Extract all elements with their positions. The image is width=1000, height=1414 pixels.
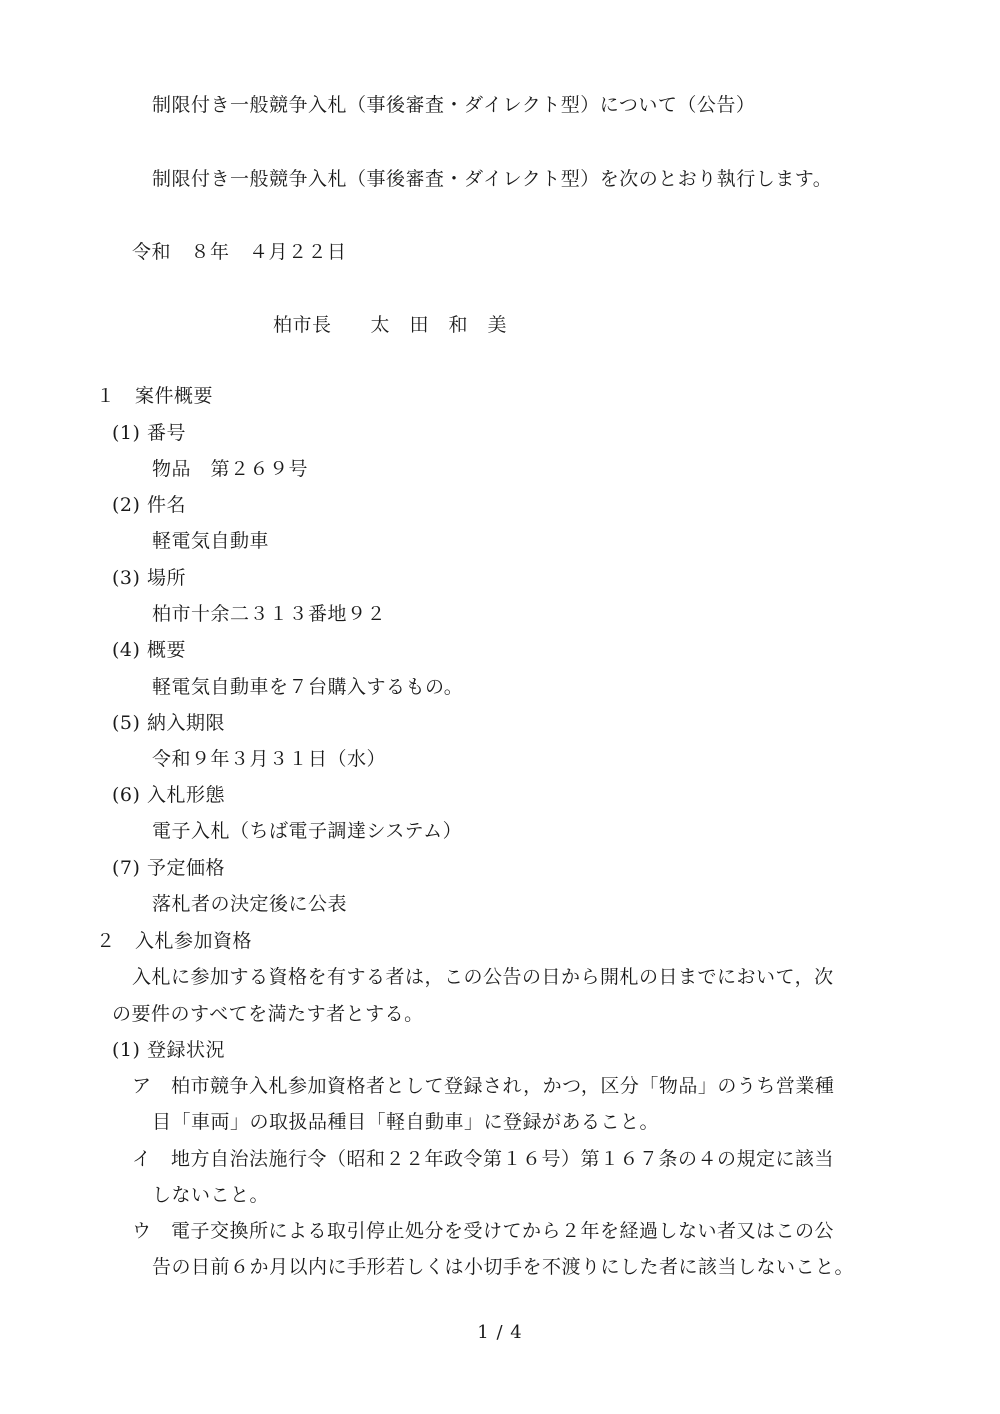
requirement-item: ア 柏市競争入札参加資格者として登録され，かつ，区分「物品」のうち営業種: [132, 1075, 835, 1097]
item-label: (6) 入札形態: [112, 784, 225, 806]
item-value: 令和９年３月３１日（水）: [152, 748, 387, 770]
requirement-item: 目「車両」の取扱品種目「軽自動車」に登録があること。: [152, 1111, 660, 1133]
item-label: (4) 概要: [112, 639, 186, 661]
item-label: (5) 納入期限: [112, 712, 225, 734]
section-1-heading: １ 案件概要: [96, 385, 214, 407]
requirement-item: しないこと。: [152, 1184, 270, 1206]
intro-statement: 制限付き一般競争入札（事後審査・ダイレクト型）を次のとおり執行します。: [152, 168, 833, 190]
item-value: 落札者の決定後に公表: [152, 893, 348, 915]
item-value: 軽電気自動車を７台購入するもの。: [152, 676, 464, 698]
item-value: 物品 第２６９号: [152, 458, 309, 480]
page-number: 1 / 4: [477, 1322, 523, 1343]
requirement-item: イ 地方自治法施行令（昭和２２年政令第１６号）第１６７条の４の規定に該当: [132, 1148, 835, 1170]
item-value: 柏市十余二３１３番地９２: [152, 603, 387, 625]
item-value: 電子入札（ちば電子調達システム）: [152, 820, 463, 842]
requirement-item: ウ 電子交換所による取引停止処分を受けてから２年を経過しない者又はこの公: [132, 1220, 835, 1242]
section-2-heading: ２ 入札参加資格: [96, 930, 253, 952]
item-label: (1) 番号: [112, 422, 186, 444]
subsection-label: (1) 登録状況: [112, 1039, 225, 1061]
section-2-paragraph: 入札に参加する資格を有する者は，この公告の日から開札の日までにおいて，次: [132, 966, 834, 988]
section-2-paragraph: の要件のすべてを満たす者とする。: [112, 1003, 424, 1025]
item-value: 軽電気自動車: [152, 530, 270, 552]
requirement-item: 告の日前６か月以内に手形若しくは小切手を不渡りにした者に該当しないこと。: [152, 1256, 855, 1278]
item-label: (2) 件名: [112, 494, 186, 516]
notice-date: 令和 ８年 ４月２２日: [132, 241, 347, 263]
item-label: (7) 予定価格: [112, 857, 225, 879]
document-title: 制限付き一般競争入札（事後審査・ダイレクト型）について（公告）: [152, 94, 756, 116]
issuer-name: 柏市長 太 田 和 美: [273, 314, 508, 336]
item-label: (3) 場所: [112, 567, 186, 589]
